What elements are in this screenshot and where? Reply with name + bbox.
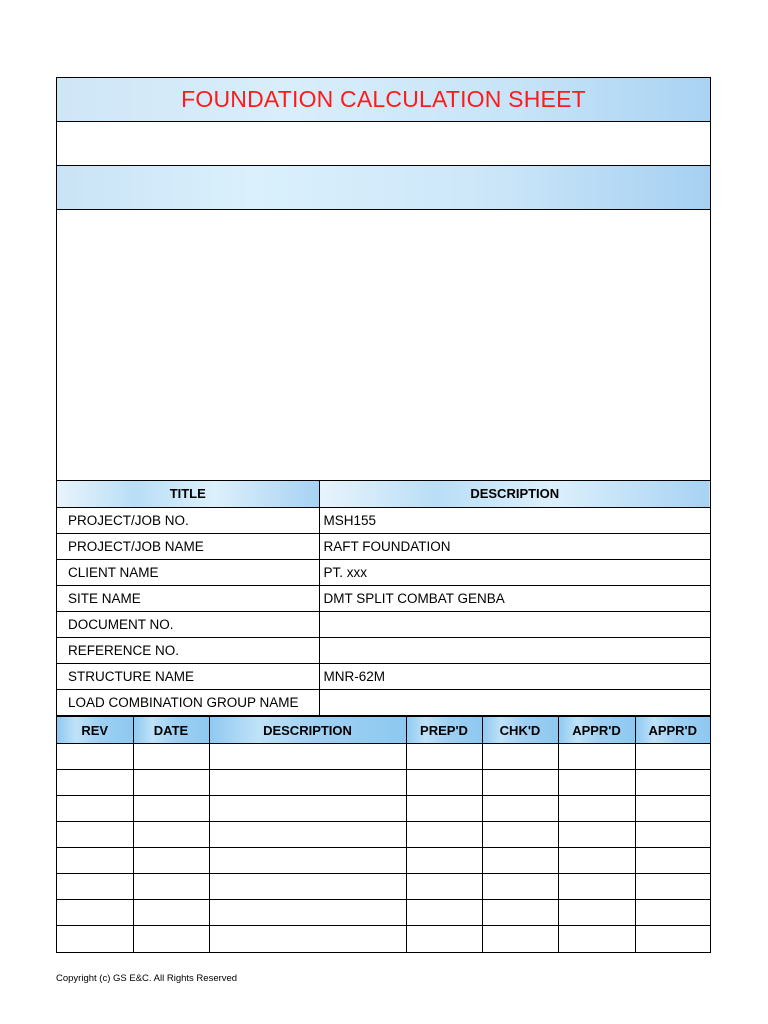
prepd-header: PREP'D: [406, 717, 482, 744]
revision-cell[interactable]: [209, 770, 406, 796]
revision-cell[interactable]: [133, 874, 209, 900]
revision-cell[interactable]: [635, 848, 710, 874]
info-row-project-job-no: [57, 507, 710, 533]
revision-cell[interactable]: [482, 874, 558, 900]
revision-cell[interactable]: [558, 822, 635, 848]
blue-header-band: [57, 166, 710, 210]
info-table-header-row: [57, 481, 710, 507]
revision-row: [57, 926, 710, 952]
revision-table-body: [57, 744, 710, 952]
revision-cell[interactable]: [133, 822, 209, 848]
info-row-reference-no: [57, 637, 710, 663]
revision-cell[interactable]: [209, 822, 406, 848]
revision-cell[interactable]: [57, 796, 133, 822]
revision-row: [57, 848, 710, 874]
info-row-project-job-name: [57, 533, 710, 559]
revision-cell[interactable]: [482, 822, 558, 848]
info-value[interactable]: [319, 689, 710, 715]
revision-cell[interactable]: [209, 796, 406, 822]
revision-cell[interactable]: [635, 744, 710, 770]
revision-cell[interactable]: [57, 900, 133, 926]
info-value[interactable]: RAFT FOUNDATION: [319, 533, 710, 559]
revision-cell[interactable]: [558, 770, 635, 796]
info-label: SITE NAME: [57, 585, 319, 611]
info-label: DOCUMENT NO.: [57, 611, 319, 637]
chkd-header: CHK'D: [482, 717, 558, 744]
revision-cell[interactable]: [482, 926, 558, 952]
date-header: DATE: [133, 717, 209, 744]
revision-cell[interactable]: [635, 822, 710, 848]
description-header: DESCRIPTION: [209, 717, 406, 744]
apprd-header-2: APPR'D: [635, 717, 710, 744]
revision-cell[interactable]: [406, 822, 482, 848]
revision-cell[interactable]: [133, 926, 209, 952]
revision-cell[interactable]: [635, 926, 710, 952]
revision-cell[interactable]: [133, 796, 209, 822]
revision-cell[interactable]: [406, 770, 482, 796]
revision-cell[interactable]: [406, 744, 482, 770]
apprd-header: APPR'D: [558, 717, 635, 744]
revision-cell[interactable]: [209, 900, 406, 926]
revision-header-row: [57, 717, 710, 744]
revision-cell[interactable]: [482, 796, 558, 822]
revision-cell[interactable]: [635, 796, 710, 822]
revision-row: [57, 900, 710, 926]
info-label: CLIENT NAME: [57, 559, 319, 585]
info-row-load-combination-group-name: [57, 689, 710, 715]
info-row-site-name: [57, 585, 710, 611]
info-value[interactable]: [319, 637, 710, 663]
info-row-document-no: [57, 611, 710, 637]
revision-cell[interactable]: [482, 900, 558, 926]
revision-cell[interactable]: [635, 770, 710, 796]
info-label: LOAD COMBINATION GROUP NAME: [57, 689, 319, 715]
revision-cell[interactable]: [57, 822, 133, 848]
rev-header: REV: [57, 717, 133, 744]
info-label: STRUCTURE NAME: [57, 663, 319, 689]
revision-cell[interactable]: [482, 770, 558, 796]
sheet-title: FOUNDATION CALCULATION SHEET: [181, 86, 586, 112]
revision-cell[interactable]: [209, 926, 406, 952]
revision-cell[interactable]: [635, 900, 710, 926]
revision-cell[interactable]: [133, 900, 209, 926]
info-value[interactable]: MSH155: [319, 507, 710, 533]
revision-row: [57, 796, 710, 822]
revision-cell[interactable]: [133, 848, 209, 874]
revision-cell[interactable]: [133, 744, 209, 770]
calculation-sheet: [56, 77, 711, 953]
info-label: PROJECT/JOB NAME: [57, 533, 319, 559]
copyright-notice: Copyright (c) GS E&C. All Rights Reserved: [56, 973, 238, 984]
revision-cell[interactable]: [406, 900, 482, 926]
revision-cell[interactable]: [635, 874, 710, 900]
revision-cell[interactable]: [57, 744, 133, 770]
revision-cell[interactable]: [406, 874, 482, 900]
revision-row: [57, 822, 710, 848]
project-info-table: [57, 481, 710, 716]
revision-cell[interactable]: [482, 848, 558, 874]
info-header-description: DESCRIPTION: [319, 481, 710, 507]
info-label: REFERENCE NO.: [57, 637, 319, 663]
revision-row: [57, 770, 710, 796]
revision-cell[interactable]: [57, 926, 133, 952]
blank-header-row: [57, 122, 710, 166]
info-value[interactable]: PT. xxx: [319, 559, 710, 585]
info-label: PROJECT/JOB NO.: [57, 507, 319, 533]
revision-row: [57, 874, 710, 900]
info-value[interactable]: MNR-62M: [319, 663, 710, 689]
revision-cell[interactable]: [482, 744, 558, 770]
revision-row: [57, 744, 710, 770]
revision-cell[interactable]: [558, 796, 635, 822]
content-area: [57, 210, 710, 481]
revision-cell[interactable]: [558, 848, 635, 874]
revision-cell[interactable]: [558, 744, 635, 770]
revision-cell[interactable]: [209, 744, 406, 770]
revision-cell[interactable]: [209, 848, 406, 874]
info-row-client-name: [57, 559, 710, 585]
info-header-title: TITLE: [57, 481, 319, 507]
info-row-structure-name: [57, 663, 710, 689]
revision-cell[interactable]: [406, 848, 482, 874]
revision-cell[interactable]: [406, 796, 482, 822]
revision-cell[interactable]: [133, 770, 209, 796]
info-value[interactable]: DMT SPLIT COMBAT GENBA: [319, 585, 710, 611]
revision-cell[interactable]: [558, 874, 635, 900]
revision-cell[interactable]: [57, 848, 133, 874]
revision-table: [57, 716, 710, 952]
sheet-title-band: [57, 78, 710, 122]
info-value[interactable]: [319, 611, 710, 637]
revision-cell[interactable]: [57, 874, 133, 900]
revision-cell[interactable]: [558, 900, 635, 926]
revision-cell[interactable]: [57, 770, 133, 796]
revision-cell[interactable]: [558, 926, 635, 952]
revision-cell[interactable]: [209, 874, 406, 900]
revision-cell[interactable]: [406, 926, 482, 952]
